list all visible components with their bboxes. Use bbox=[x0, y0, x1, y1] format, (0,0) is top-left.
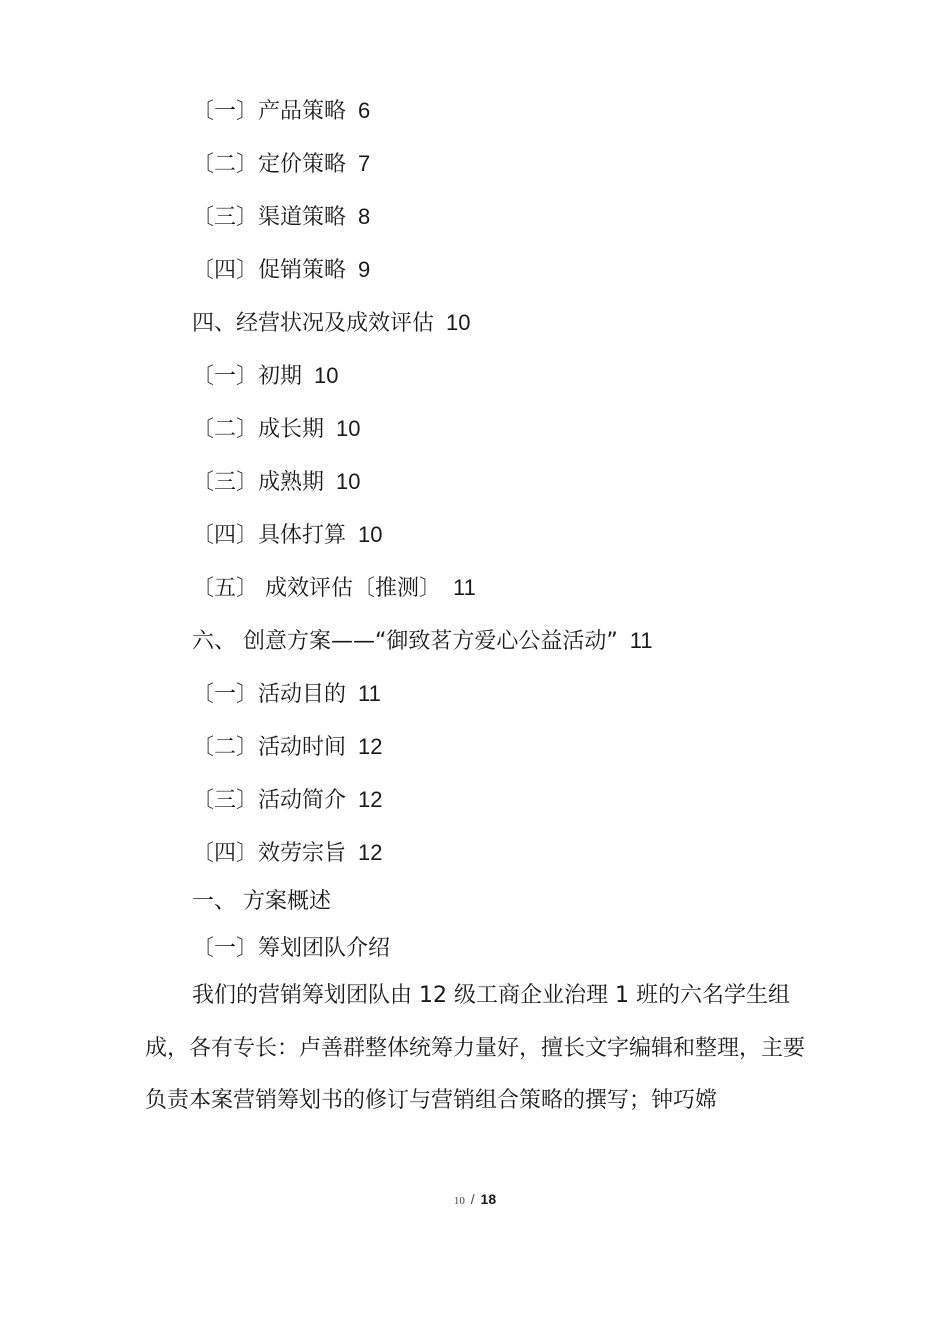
toc-entry[interactable] bbox=[192, 308, 471, 339]
toc-entry-label: 〔一〕产品策略 bbox=[192, 99, 347, 124]
toc-entry-page: 10 bbox=[336, 416, 361, 441]
toc-entry-page: 10 bbox=[336, 469, 361, 494]
toc-entry[interactable] bbox=[192, 626, 653, 657]
toc-entry-page: 12 bbox=[358, 787, 383, 812]
subsection-heading bbox=[192, 934, 390, 964]
toc-entry[interactable] bbox=[192, 414, 361, 445]
toc-entry-label: 〔二〕定价策略 bbox=[192, 152, 347, 177]
toc-entry-label: 〔四〕效劳宗旨 bbox=[192, 841, 347, 866]
subsection-heading-text: 〔一〕筹划团队介绍 bbox=[192, 936, 391, 961]
toc-entry-page: 10 bbox=[446, 310, 471, 335]
toc-entry[interactable] bbox=[192, 573, 476, 604]
toc-entry[interactable] bbox=[192, 96, 370, 127]
toc-entry[interactable] bbox=[192, 467, 361, 498]
toc-entry-page: 10 bbox=[314, 363, 339, 388]
toc-entry-page: 12 bbox=[358, 840, 383, 865]
toc-entry[interactable] bbox=[192, 202, 370, 233]
toc-entry[interactable] bbox=[192, 785, 383, 816]
toc-entry-page: 9 bbox=[358, 257, 371, 282]
toc-entry-label: 〔二〕活动时间 bbox=[192, 735, 347, 760]
toc-entry-page: 11 bbox=[453, 575, 476, 600]
toc-entry-label: 〔二〕成长期 bbox=[192, 417, 325, 442]
toc-entry[interactable] bbox=[192, 732, 383, 763]
toc-entry[interactable] bbox=[192, 838, 383, 869]
toc-entry[interactable] bbox=[192, 361, 339, 392]
toc-entry-page: 11 bbox=[629, 628, 653, 653]
toc-entry-page: 7 bbox=[358, 151, 371, 176]
toc-entry-page: 8 bbox=[358, 204, 371, 229]
toc-entry-page: 6 bbox=[358, 98, 371, 123]
toc-entry-page: 11 bbox=[358, 681, 381, 706]
section-heading-text: 一、 方案概述 bbox=[192, 889, 331, 914]
toc-entry-page: 12 bbox=[358, 734, 383, 759]
toc-entry-label: 〔五〕 成效评估〔推测〕 bbox=[192, 576, 441, 601]
toc-entry-label: 四、经营状况及成效评估 bbox=[192, 311, 435, 336]
section-heading bbox=[192, 887, 331, 917]
body-paragraph-text: 我们的营销筹划团队由 12 级工商企业治理 1 班的六名学生组成，各有专长：卢善群整体统筹力量好，擅长文字编辑和整理，主要负责本案营销筹划书的修订与营销组合策略的撰写；钟巧嫦 bbox=[145, 983, 806, 1113]
page-separator: / bbox=[470, 1191, 475, 1207]
toc-entry-label: 六、 创意方案——“御致茗方爱心公益活动” bbox=[192, 629, 618, 654]
toc-entry-page: 10 bbox=[358, 522, 383, 547]
body-paragraph bbox=[145, 970, 815, 1128]
toc-entry-label: 〔三〕渠道策略 bbox=[192, 205, 347, 230]
toc-entry-label: 〔三〕活动简介 bbox=[192, 788, 347, 813]
toc-entry-label: 〔一〕活动目的 bbox=[192, 682, 347, 707]
toc-entry[interactable] bbox=[192, 679, 381, 710]
toc-entry-label: 〔四〕促销策略 bbox=[192, 258, 347, 283]
toc-entry-label: 〔四〕具体打算 bbox=[192, 523, 347, 548]
toc-entry[interactable] bbox=[192, 520, 383, 551]
page-footer bbox=[0, 1190, 950, 1210]
toc-entry[interactable] bbox=[192, 255, 370, 286]
toc-entry-label: 〔三〕成熟期 bbox=[192, 470, 325, 495]
total-page-count: 18 bbox=[480, 1191, 497, 1207]
toc-entry-label: 〔一〕初期 bbox=[192, 364, 303, 389]
current-page-number: 10 bbox=[453, 1195, 465, 1207]
toc-entry[interactable] bbox=[192, 149, 370, 180]
